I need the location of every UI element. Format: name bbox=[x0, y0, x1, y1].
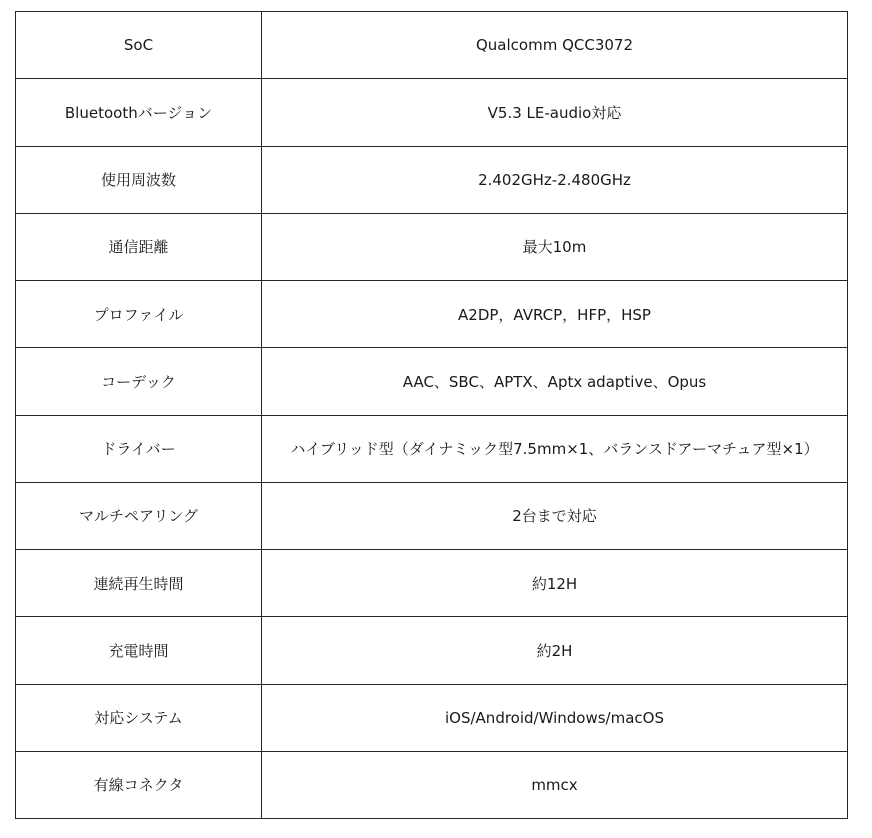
spec-label: 連続再生時間 bbox=[16, 550, 262, 617]
spec-value: mmcx bbox=[262, 751, 848, 818]
row-supported-os bbox=[16, 684, 848, 751]
spec-value: A2DP，AVRCP，HFP，HSP bbox=[262, 281, 848, 348]
row-bluetooth-version bbox=[16, 79, 848, 146]
row-soc bbox=[16, 12, 848, 79]
spec-label: 充電時間 bbox=[16, 617, 262, 684]
spec-value: 最大10m bbox=[262, 213, 848, 280]
spec-value: AAC、SBC、APTX、Aptx adaptive、Opus bbox=[262, 348, 848, 415]
spec-label: ドライバー bbox=[16, 415, 262, 482]
spec-table bbox=[15, 11, 848, 819]
row-playback-time bbox=[16, 550, 848, 617]
row-charge-time bbox=[16, 617, 848, 684]
spec-label: SoC bbox=[16, 12, 262, 79]
spec-value: 約2H bbox=[262, 617, 848, 684]
spec-value: ハイブリッド型（ダイナミック型7.5mm×1、バランスドアーマチュア型×1） bbox=[262, 415, 848, 482]
row-codec bbox=[16, 348, 848, 415]
spec-label: 使用周波数 bbox=[16, 146, 262, 213]
row-frequency bbox=[16, 146, 848, 213]
spec-value: Qualcomm QCC3072 bbox=[262, 12, 848, 79]
spec-label: Bluetoothバージョン bbox=[16, 79, 262, 146]
row-multipoint bbox=[16, 482, 848, 549]
spec-label: プロファイル bbox=[16, 281, 262, 348]
row-wired-connector bbox=[16, 751, 848, 818]
spec-value: iOS/Android/Windows/macOS bbox=[262, 684, 848, 751]
row-driver bbox=[16, 415, 848, 482]
spec-label: 通信距離 bbox=[16, 213, 262, 280]
spec-label: 対応システム bbox=[16, 684, 262, 751]
spec-label: マルチペアリング bbox=[16, 482, 262, 549]
spec-label: 有線コネクタ bbox=[16, 751, 262, 818]
spec-value: 約12H bbox=[262, 550, 848, 617]
spec-label: コーデック bbox=[16, 348, 262, 415]
spec-value: 2.402GHz-2.480GHz bbox=[262, 146, 848, 213]
row-profile bbox=[16, 281, 848, 348]
row-range bbox=[16, 213, 848, 280]
spec-value: 2台まで対応 bbox=[262, 482, 848, 549]
spec-value: V5.3 LE-audio対応 bbox=[262, 79, 848, 146]
